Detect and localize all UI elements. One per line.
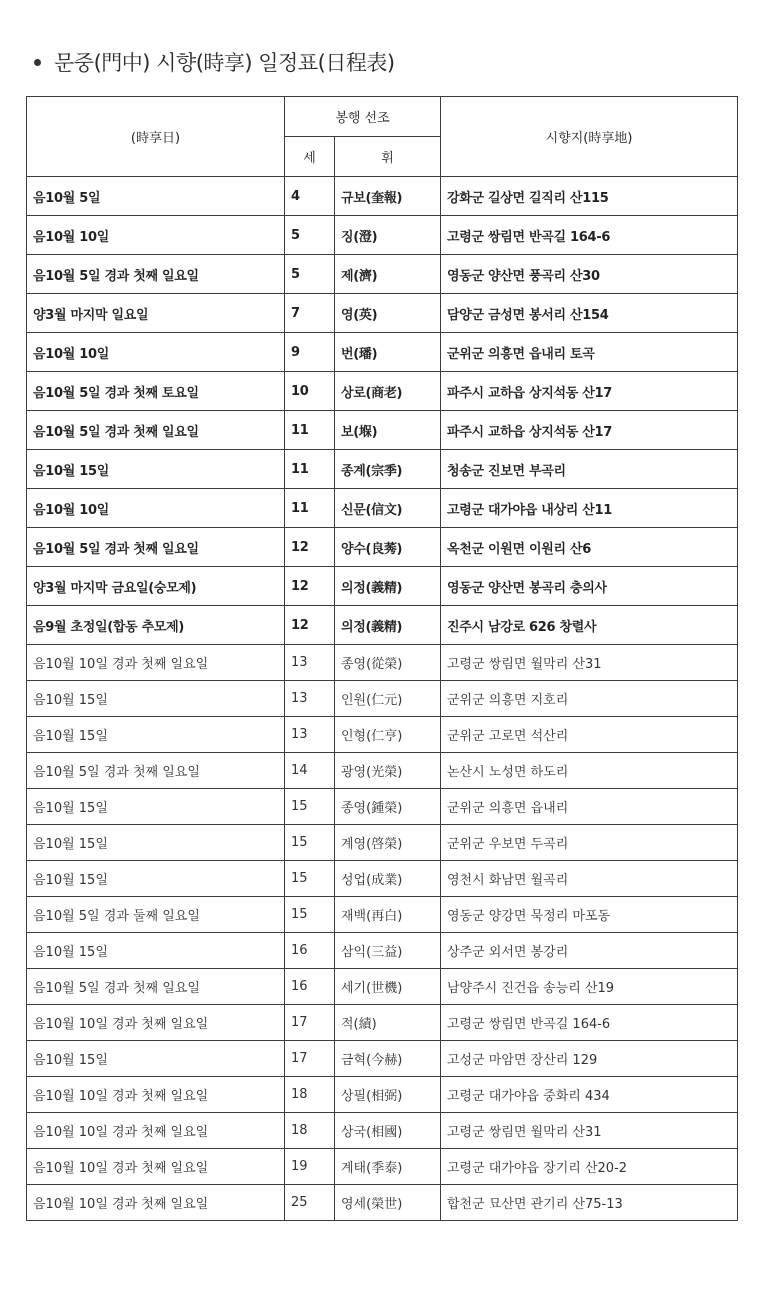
place-cell: 군위군 우보면 두곡리 xyxy=(441,825,738,861)
generation-cell: 15 xyxy=(285,789,335,825)
table-row xyxy=(27,897,738,933)
date-cell: 음10월 5일 경과 둘째 일요일 xyxy=(27,897,285,933)
place-cell: 영동군 양산면 봉곡리 충의사 xyxy=(441,567,738,606)
table-row xyxy=(27,216,738,255)
date-cell: 음10월 5일 경과 첫째 일요일 xyxy=(27,969,285,1005)
place-cell: 군위군 의흥면 지호리 xyxy=(441,681,738,717)
name-cell: 상국(相國) xyxy=(335,1113,441,1149)
table-row xyxy=(27,567,738,606)
name-cell: 삼익(三益) xyxy=(335,933,441,969)
table-row xyxy=(27,753,738,789)
place-cell: 상주군 외서면 봉강리 xyxy=(441,933,738,969)
header-generation: 세 xyxy=(285,137,335,177)
table-row xyxy=(27,1077,738,1113)
generation-cell: 15 xyxy=(285,825,335,861)
name-cell: 번(璠) xyxy=(335,333,441,372)
header-place: 시향지(時享地) xyxy=(441,97,738,177)
name-cell: 성업(成業) xyxy=(335,861,441,897)
date-cell: 음10월 15일 xyxy=(27,789,285,825)
table-row xyxy=(27,1185,738,1221)
page-title xyxy=(34,44,395,80)
date-cell: 음10월 15일 xyxy=(27,450,285,489)
place-cell: 영동군 양산면 풍곡리 산30 xyxy=(441,255,738,294)
date-cell: 음10월 15일 xyxy=(27,933,285,969)
place-cell: 영천시 화남면 월곡리 xyxy=(441,861,738,897)
name-cell: 적(績) xyxy=(335,1005,441,1041)
date-cell: 양3월 마지막 일요일 xyxy=(27,294,285,333)
generation-cell: 11 xyxy=(285,489,335,528)
generation-cell: 16 xyxy=(285,933,335,969)
table-row xyxy=(27,969,738,1005)
place-cell: 옥천군 이원면 이원리 산6 xyxy=(441,528,738,567)
date-cell: 음10월 5일 xyxy=(27,177,285,216)
table-row xyxy=(27,717,738,753)
place-cell: 군위군 고로면 석산리 xyxy=(441,717,738,753)
generation-cell: 11 xyxy=(285,411,335,450)
date-cell: 음10월 15일 xyxy=(27,1041,285,1077)
place-cell: 고령군 대가야읍 내상리 산11 xyxy=(441,489,738,528)
table-header xyxy=(27,97,738,177)
table-row xyxy=(27,528,738,567)
name-cell: 계태(季泰) xyxy=(335,1149,441,1185)
place-cell: 고령군 쌍림면 반곡길 164-6 xyxy=(441,1005,738,1041)
place-cell: 진주시 남강로 626 창렬사 xyxy=(441,606,738,645)
date-cell: 음10월 5일 경과 첫째 토요일 xyxy=(27,372,285,411)
place-cell: 고령군 쌍림면 반곡길 164-6 xyxy=(441,216,738,255)
generation-cell: 5 xyxy=(285,216,335,255)
date-cell: 양3월 마지막 금요일(숭모제) xyxy=(27,567,285,606)
name-cell: 의정(義精) xyxy=(335,567,441,606)
generation-cell: 11 xyxy=(285,450,335,489)
place-cell: 고성군 마암면 장산리 129 xyxy=(441,1041,738,1077)
generation-cell: 12 xyxy=(285,567,335,606)
place-cell: 파주시 교하읍 상지석동 산17 xyxy=(441,372,738,411)
table-row xyxy=(27,333,738,372)
generation-cell: 4 xyxy=(285,177,335,216)
generation-cell: 9 xyxy=(285,333,335,372)
generation-cell: 25 xyxy=(285,1185,335,1221)
generation-cell: 12 xyxy=(285,528,335,567)
generation-cell: 16 xyxy=(285,969,335,1005)
table-row xyxy=(27,789,738,825)
generation-cell: 17 xyxy=(285,1005,335,1041)
generation-cell: 13 xyxy=(285,645,335,681)
date-cell: 음10월 10일 경과 첫째 일요일 xyxy=(27,1005,285,1041)
generation-cell: 12 xyxy=(285,606,335,645)
table-row xyxy=(27,933,738,969)
name-cell: 규보(奎報) xyxy=(335,177,441,216)
bullet-icon xyxy=(34,59,41,66)
date-cell: 음10월 10일 경과 첫째 일요일 xyxy=(27,1149,285,1185)
date-cell: 음10월 5일 경과 첫째 일요일 xyxy=(27,255,285,294)
table-row xyxy=(27,681,738,717)
place-cell: 고령군 대가야읍 중화리 434 xyxy=(441,1077,738,1113)
name-cell: 광영(光榮) xyxy=(335,753,441,789)
place-cell: 군위군 의흥면 읍내리 xyxy=(441,789,738,825)
date-cell: 음9월 초정일(합동 추모제) xyxy=(27,606,285,645)
date-cell: 음10월 15일 xyxy=(27,861,285,897)
name-cell: 상필(相弼) xyxy=(335,1077,441,1113)
header-ancestor-group: 봉행 선조 xyxy=(285,97,441,137)
generation-cell: 13 xyxy=(285,681,335,717)
date-cell: 음10월 15일 xyxy=(27,825,285,861)
generation-cell: 14 xyxy=(285,753,335,789)
page-title-text: 문중(門中) 시향(時享) 일정표(日程表) xyxy=(54,51,395,75)
date-cell: 음10월 10일 경과 첫째 일요일 xyxy=(27,1077,285,1113)
date-cell: 음10월 5일 경과 첫째 일요일 xyxy=(27,411,285,450)
name-cell: 계영(啓榮) xyxy=(335,825,441,861)
place-cell: 논산시 노성면 하도리 xyxy=(441,753,738,789)
name-cell: 신문(信文) xyxy=(335,489,441,528)
place-cell: 합천군 묘산면 관기리 산75-13 xyxy=(441,1185,738,1221)
place-cell: 영동군 양강면 묵정리 마포동 xyxy=(441,897,738,933)
table-row xyxy=(27,861,738,897)
table-row xyxy=(27,294,738,333)
name-cell: 종계(宗季) xyxy=(335,450,441,489)
place-cell: 남양주시 진건읍 송능리 산19 xyxy=(441,969,738,1005)
name-cell: 영세(榮世) xyxy=(335,1185,441,1221)
place-cell: 군위군 의흥면 읍내리 토곡 xyxy=(441,333,738,372)
date-cell: 음10월 10일 xyxy=(27,489,285,528)
generation-cell: 7 xyxy=(285,294,335,333)
table-row xyxy=(27,645,738,681)
date-cell: 음10월 10일 xyxy=(27,333,285,372)
name-cell: 종영(鍾榮) xyxy=(335,789,441,825)
header-date: (時享日) xyxy=(27,97,285,177)
table-row xyxy=(27,489,738,528)
date-cell: 음10월 10일 경과 첫째 일요일 xyxy=(27,1185,285,1221)
name-cell: 상로(商老) xyxy=(335,372,441,411)
place-cell: 파주시 교하읍 상지석동 산17 xyxy=(441,411,738,450)
name-cell: 세기(世機) xyxy=(335,969,441,1005)
generation-cell: 15 xyxy=(285,861,335,897)
name-cell: 종영(從榮) xyxy=(335,645,441,681)
table-row xyxy=(27,825,738,861)
table-row xyxy=(27,450,738,489)
generation-cell: 10 xyxy=(285,372,335,411)
generation-cell: 19 xyxy=(285,1149,335,1185)
schedule-table xyxy=(26,96,738,1221)
place-cell: 강화군 길상면 길직리 산115 xyxy=(441,177,738,216)
table-body xyxy=(27,177,738,1221)
name-cell: 인원(仁元) xyxy=(335,681,441,717)
name-cell: 금혁(今赫) xyxy=(335,1041,441,1077)
table-row xyxy=(27,1005,738,1041)
generation-cell: 5 xyxy=(285,255,335,294)
date-cell: 음10월 5일 경과 첫째 일요일 xyxy=(27,753,285,789)
date-cell: 음10월 10일 xyxy=(27,216,285,255)
name-cell: 보(堢) xyxy=(335,411,441,450)
place-cell: 청송군 진보면 부곡리 xyxy=(441,450,738,489)
date-cell: 음10월 5일 경과 첫째 일요일 xyxy=(27,528,285,567)
date-cell: 음10월 10일 경과 첫째 일요일 xyxy=(27,645,285,681)
table-row xyxy=(27,1041,738,1077)
table-row xyxy=(27,1149,738,1185)
place-cell: 고령군 쌍림면 월막리 산31 xyxy=(441,645,738,681)
date-cell: 음10월 10일 경과 첫째 일요일 xyxy=(27,1113,285,1149)
place-cell: 고령군 대가야읍 장기리 산20-2 xyxy=(441,1149,738,1185)
table-row xyxy=(27,372,738,411)
table-row xyxy=(27,606,738,645)
table-row xyxy=(27,177,738,216)
generation-cell: 18 xyxy=(285,1077,335,1113)
generation-cell: 18 xyxy=(285,1113,335,1149)
name-cell: 인형(仁亨) xyxy=(335,717,441,753)
name-cell: 재백(再白) xyxy=(335,897,441,933)
name-cell: 의정(義精) xyxy=(335,606,441,645)
generation-cell: 15 xyxy=(285,897,335,933)
place-cell: 담양군 금성면 봉서리 산154 xyxy=(441,294,738,333)
table-row xyxy=(27,411,738,450)
table-row xyxy=(27,1113,738,1149)
name-cell: 양수(良莠) xyxy=(335,528,441,567)
name-cell: 제(濟) xyxy=(335,255,441,294)
name-cell: 징(澄) xyxy=(335,216,441,255)
table-row xyxy=(27,255,738,294)
generation-cell: 13 xyxy=(285,717,335,753)
generation-cell: 17 xyxy=(285,1041,335,1077)
date-cell: 음10월 15일 xyxy=(27,681,285,717)
header-name: 휘 xyxy=(335,137,441,177)
place-cell: 고령군 쌍림면 월막리 산31 xyxy=(441,1113,738,1149)
name-cell: 영(英) xyxy=(335,294,441,333)
date-cell: 음10월 15일 xyxy=(27,717,285,753)
